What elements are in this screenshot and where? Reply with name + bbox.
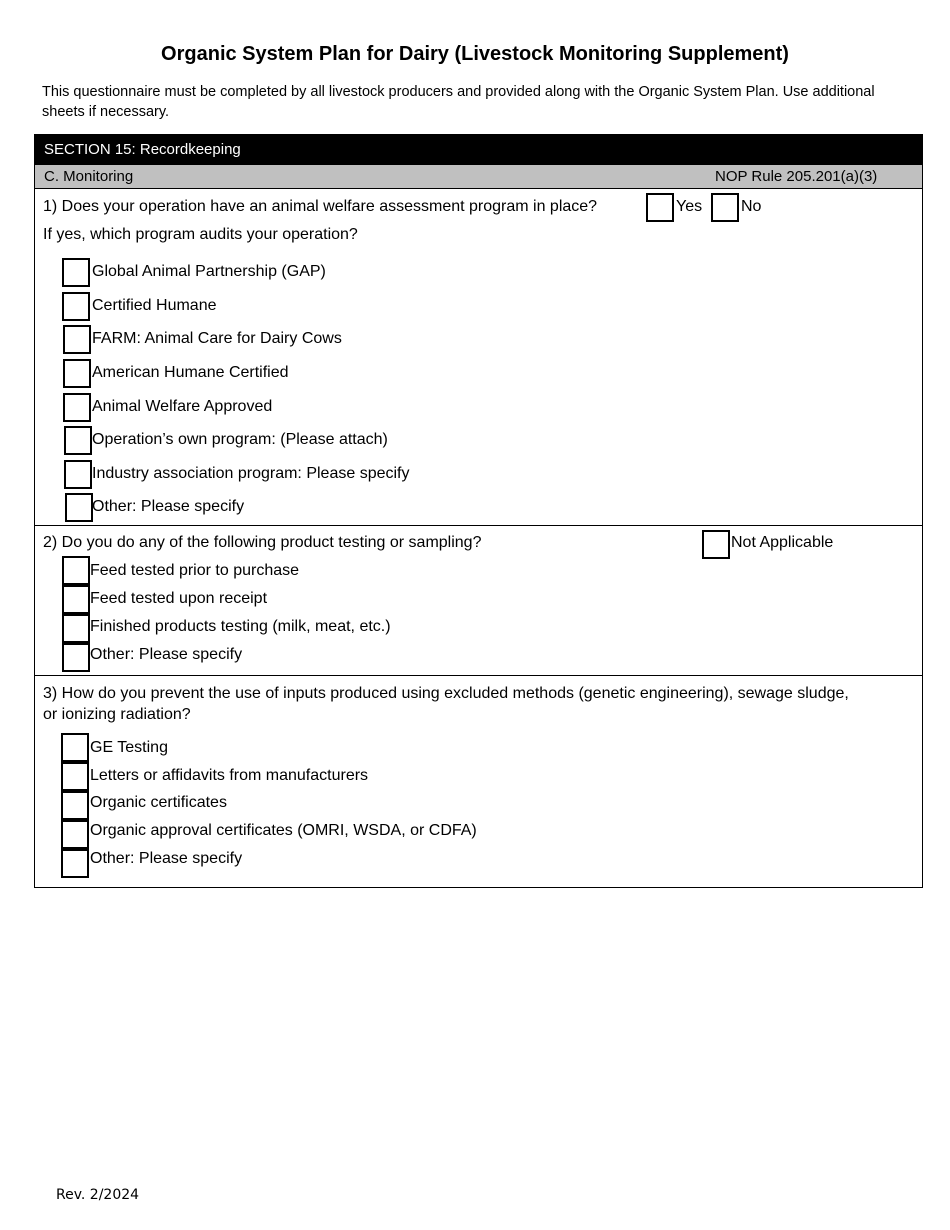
q1-no-label: No (741, 198, 762, 215)
q1-yes-checkbox[interactable] (646, 193, 674, 222)
q1-followup: If yes, which program audits your operation? (43, 226, 358, 243)
q1-option-checkbox[interactable] (63, 359, 91, 388)
q2-not-applicable-label: Not Applicable (731, 534, 834, 551)
q2-option-checkbox[interactable] (62, 643, 90, 672)
q1-yes-label: Yes (676, 198, 703, 215)
q3-option-checkbox[interactable] (61, 820, 89, 849)
q1-option-checkbox[interactable] (64, 460, 92, 489)
q1-option-checkbox[interactable] (62, 292, 90, 321)
q3-option-label: Letters or affidavits from manufacturers (90, 767, 369, 784)
q1-option-checkbox[interactable] (63, 325, 91, 354)
q1-option-label: FARM: Animal Care for Dairy Cows (92, 330, 342, 347)
subsection-label: C. Monitoring (44, 168, 134, 185)
q3-option-label: Other: Please specify (90, 850, 243, 867)
page-title: Organic System Plan for Dairy (Livestock Monitoring Supplement) (161, 43, 789, 65)
q1-option-label: Animal Welfare Approved (92, 398, 273, 415)
q2-option-checkbox[interactable] (62, 585, 90, 614)
q3-option-checkbox[interactable] (61, 849, 89, 878)
q1-option-checkbox[interactable] (65, 493, 93, 522)
q1-option-label: Operation’s own program: (Please attach) (92, 431, 388, 448)
q2-option-label: Feed tested upon receipt (90, 590, 268, 607)
q3-option-label: GE Testing (90, 739, 168, 756)
q3-option-checkbox[interactable] (61, 762, 89, 791)
q1-no-checkbox[interactable] (711, 193, 739, 222)
q2-not-applicable-checkbox[interactable] (702, 530, 730, 559)
q3-option-checkbox[interactable] (61, 791, 89, 820)
q1-option-label: Global Animal Partnership (GAP) (92, 263, 326, 280)
q3-question-line1: 3) How do you prevent the use of inputs produced using excluded methods (genetic engineering), sewage sludge, (43, 685, 849, 702)
q2-option-label: Other: Please specify (90, 646, 243, 663)
question-divider (35, 525, 922, 526)
q3-question-line2: or ionizing radiation? (43, 706, 191, 723)
q1-option-label: Other: Please specify (92, 498, 245, 515)
q2-option-label: Feed tested prior to purchase (90, 562, 300, 579)
q2-option-checkbox[interactable] (62, 614, 90, 643)
section-header: SECTION 15: Recordkeeping (35, 135, 922, 165)
question-divider (35, 675, 922, 676)
q1-option-checkbox[interactable] (64, 426, 92, 455)
subsection-header (35, 165, 922, 189)
q3-option-label: Organic certificates (90, 794, 227, 811)
q1-option-label: Certified Humane (92, 297, 217, 314)
monitoring-form (34, 134, 923, 888)
q1-question: 1) Does your operation have an animal welfare assessment program in place? (43, 198, 598, 215)
q2-option-checkbox[interactable] (62, 556, 90, 585)
q3-option-label: Organic approval certificates (OMRI, WSDA, or CDFA) (90, 822, 477, 839)
revision-date: Rev. 2/2024 (56, 1187, 140, 1203)
q1-option-checkbox[interactable] (62, 258, 90, 287)
q2-option-label: Finished products testing (milk, meat, etc.) (90, 618, 391, 635)
q1-option-checkbox[interactable] (63, 393, 91, 422)
q1-option-label: Industry association program: Please specify (92, 465, 410, 482)
nop-rule: NOP Rule 205.201(a)(3) (715, 168, 878, 185)
intro-text: This questionnaire must be completed by all livestock producers and provided along with the Organic System Plan. Use additional sheets if necessary. (42, 84, 875, 120)
q2-question: 2) Do you do any of the following product testing or sampling? (43, 534, 482, 551)
q3-option-checkbox[interactable] (61, 733, 89, 762)
q1-option-label: American Humane Certified (92, 364, 289, 381)
